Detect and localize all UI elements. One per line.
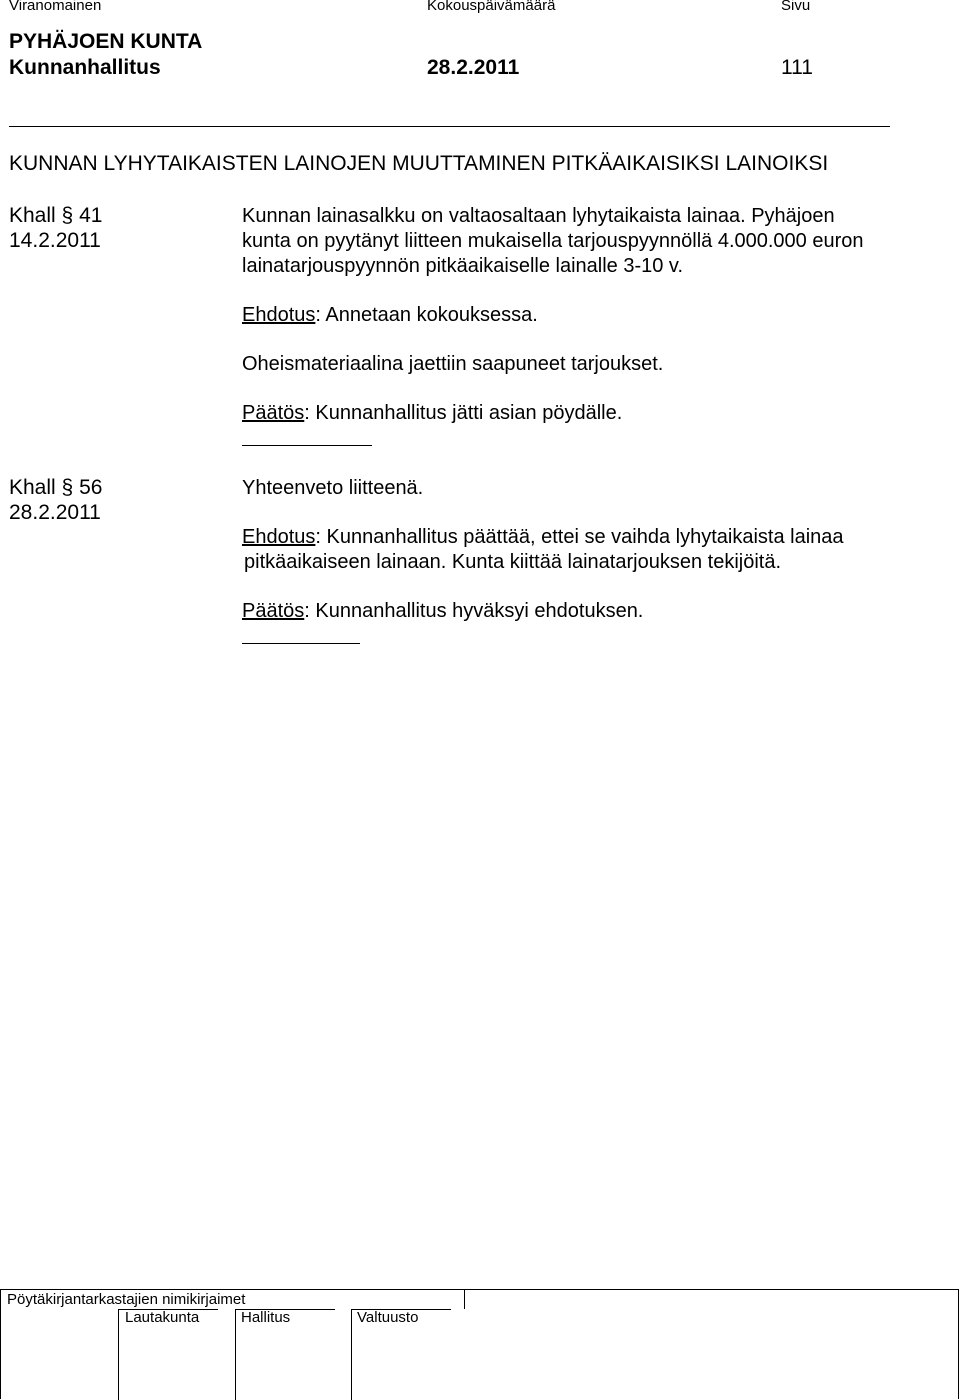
section-end-rule: [242, 643, 360, 644]
proposal-text: : Kunnanhallitus päättää, ettei se vaihda lyhytaikaista lainaa: [315, 526, 844, 548]
organization-name: PYHÄJOEN KUNTA: [9, 30, 203, 53]
page-number: 111: [781, 56, 813, 79]
section-sign: §: [61, 204, 74, 227]
section-ref-prefix: Khall: [9, 204, 56, 227]
section-date: 14.2.2011: [9, 229, 101, 252]
footer-title: Pöytäkirjantarkastajien nimikirjaimet: [7, 1291, 246, 1308]
paragraph-line-2: kunta on pyytänyt liitteen mukaisella tarjouspyynnöllä 4.000.000 euron: [242, 230, 864, 252]
decision-paragraph: [242, 600, 643, 623]
footer-divider: [464, 1290, 465, 1309]
section-ref-number: 56: [79, 476, 103, 499]
header-authority-label: Viranomainen: [9, 0, 102, 14]
header-meeting-date-label: Kokouspäivämäärä: [427, 0, 556, 14]
section-ref-56: [9, 476, 102, 500]
proposal-text: : Annetaan kokouksessa.: [315, 304, 538, 326]
header-page-label: Sivu: [781, 0, 811, 14]
page-title: KUNNAN LYHYTAIKAISTEN LAINOJEN MUUTTAMINEN PITKÄAIKAISIKSI LAINOIKSI: [9, 152, 829, 175]
section-sign: §: [61, 476, 74, 499]
footer-column-divider: [351, 1309, 352, 1400]
proposal-label: Ehdotus: [242, 526, 316, 548]
summary-note: Yhteenveto liitteenä.: [242, 477, 424, 499]
decision-text: : Kunnanhallitus jätti asian pöydälle.: [304, 402, 623, 424]
board-name: Kunnanhallitus: [9, 56, 161, 79]
section-ref-prefix: Khall: [9, 476, 56, 499]
footer-column-valtuusto: Valtuusto: [357, 1309, 419, 1326]
decision-paragraph: [242, 402, 622, 425]
footer-initials-box: [0, 1289, 959, 1399]
paragraph-line-3: lainatarjouspyynnön pitkäaikaiselle lainalle 3-10 v.: [242, 255, 684, 277]
proposal-line-2: pitkäaikaiseen lainaan. Kunta kiittää lainatarjouksen tekijöitä.: [244, 551, 782, 573]
proposal-label: Ehdotus: [242, 304, 316, 326]
section-ref-41: [9, 204, 102, 228]
attachment-note: Oheismateriaalina jaettiin saapuneet tarjoukset.: [242, 353, 664, 375]
header-divider: [9, 126, 890, 127]
meeting-date: 28.2.2011: [427, 56, 520, 79]
footer-column-divider: [235, 1309, 236, 1400]
proposal-paragraph: [242, 526, 844, 549]
paragraph-line-1: Kunnan lainasalkku on valtaosaltaan lyhytaikaista lainaa. Pyhäjoen: [242, 205, 835, 227]
decision-label: Päätös: [242, 600, 305, 622]
section-end-rule: [242, 445, 372, 446]
footer-column-lautakunta: Lautakunta: [125, 1309, 200, 1326]
section-ref-number: 41: [79, 204, 103, 227]
proposal-paragraph: [242, 304, 538, 327]
decision-text: : Kunnanhallitus hyväksyi ehdotuksen.: [304, 600, 644, 622]
footer-column-hallitus: Hallitus: [241, 1309, 291, 1326]
footer-column-divider: [118, 1309, 119, 1400]
decision-label: Päätös: [242, 402, 305, 424]
section-date: 28.2.2011: [9, 501, 101, 524]
